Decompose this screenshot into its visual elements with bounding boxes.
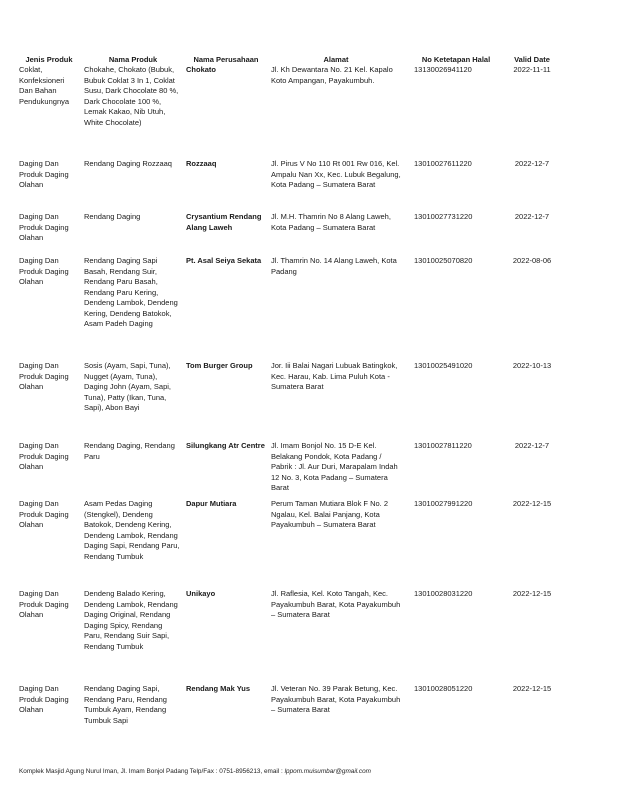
- header-alamat: Alamat: [323, 55, 349, 64]
- header-no-ketetapan-halal: No Ketetapan Halal: [421, 55, 491, 64]
- cell-nama-produk: Rendang Daging Sapi, Rendang Paru, Rendang Tumbuk Ayam, Rendang Tumbuk Sapi: [84, 684, 167, 725]
- cell-alamat: Jl. Kh Dewantara No. 21 Kel. Kapalo Koto Ampangan, Payakumbuh.: [271, 65, 393, 85]
- cell-valid-date: 2022-08-06: [512, 256, 552, 265]
- cell-jenis-produk: Daging Dan Produk Daging Olahan: [19, 684, 69, 714]
- cell-no-ketetapan: 13010028051220: [414, 684, 473, 693]
- cell-no-ketetapan: 13010025070820: [414, 256, 473, 265]
- cell-alamat: Perum Taman Mutiara Blok F No. 2 Ngalau, Kel. Balai Panjang, Kota Payakumbuh – Sumatera Barat: [271, 499, 388, 529]
- cell-valid-date: 2022-12-7: [514, 441, 550, 450]
- cell-no-ketetapan: 13010027731220: [414, 212, 473, 221]
- cell-alamat: Jl. Thamrin No. 14 Alang Laweh, Kota Padang: [271, 256, 397, 276]
- cell-nama-perusahaan: Unikayo: [186, 589, 216, 598]
- cell-alamat: Jl. M.H. Thamrin No 8 Alang Laweh, Kota Padang – Sumatera Barat: [271, 212, 391, 232]
- cell-jenis-produk: Daging Dan Produk Daging Olahan: [19, 361, 69, 391]
- footer-address: Komplek Masjid Agung Nurul Iman, Jl. Imam Bonjol Padang Telp/Fax : 0751-8956213, email :: [19, 768, 283, 775]
- cell-nama-produk: Rendang Daging Rozzaaq: [84, 159, 172, 168]
- cell-nama-produk: Dendeng Balado Kering, Dendeng Lambok, Rendang Daging Original, Rendang Daging Spicy, Rendang Paru, Rendang Suir Sapi, Rendang Tumbuk: [84, 589, 178, 651]
- cell-no-ketetapan: 13010025491020: [414, 361, 473, 370]
- cell-jenis-produk: Daging Dan Produk Daging Olahan: [19, 212, 69, 242]
- cell-valid-date: 2022-10-13: [512, 361, 552, 370]
- cell-jenis-produk: Daging Dan Produk Daging Olahan: [19, 589, 69, 619]
- cell-nama-perusahaan: Tom Burger Group: [186, 361, 253, 370]
- cell-nama-perusahaan: Dapur Mutiara: [186, 499, 237, 508]
- cell-nama-perusahaan: Crysantium Rendang Alang Laweh: [186, 212, 262, 232]
- header-nama-produk: Nama Produk: [108, 55, 158, 64]
- cell-no-ketetapan: 13010027991220: [414, 499, 473, 508]
- cell-alamat: Jl. Raflesia, Kel. Koto Tangah, Kec. Payakumbuh Barat, Kota Payakumbuh – Sumatera Barat: [271, 589, 401, 619]
- cell-nama-perusahaan: Rozzaaq: [186, 159, 217, 168]
- cell-nama-perusahaan: Silungkang Atr Centre: [186, 441, 265, 450]
- cell-nama-produk: Sosis (Ayam, Sapi, Tuna), Nugget (Ayam, Tuna), Daging John (Ayam, Sapi, Tuna), Patty (Ikan, Tuna, Sapi), Abon Bayi: [84, 361, 171, 412]
- cell-nama-perusahaan: Pt. Asal Seiya Sekata: [186, 256, 262, 265]
- cell-valid-date: 2022-12-7: [514, 159, 550, 168]
- cell-jenis-produk: Daging Dan Produk Daging Olahan: [19, 441, 69, 471]
- cell-alamat: Jl. Pirus V No 110 Rt 001 Rw 016, Kel. Ampalu Nan Xx, Kec. Lubuk Begalung, Kota Padang – Sumatera Barat: [271, 159, 401, 189]
- cell-valid-date: 2022-12-7: [514, 212, 550, 221]
- cell-jenis-produk: Daging Dan Produk Daging Olahan: [19, 159, 69, 189]
- cell-valid-date: 2022-12-15: [512, 684, 552, 693]
- header-valid-date: Valid Date: [514, 55, 550, 64]
- cell-alamat: Jl. Imam Bonjol No. 15 D-E Kel. Belakang Pondok, Kota Padang / Pabrik : Jl. Aur Duri, Marapalam Indah 12 No. 3, Kota Padang – Sumatera Barat: [271, 441, 398, 492]
- cell-alamat: Jl. Veteran No. 39 Parak Betung, Kec. Payakumbuh Barat, Kota Payakumbuh – Sumatera Barat: [271, 684, 401, 714]
- cell-no-ketetapan: 13010027811220: [414, 441, 472, 450]
- cell-jenis-produk: Daging Dan Produk Daging Olahan: [19, 499, 69, 529]
- cell-valid-date: 2022-12-15: [512, 499, 552, 508]
- cell-no-ketetapan: 13010027611220: [414, 159, 472, 168]
- cell-no-ketetapan: 13130026941120: [414, 65, 472, 74]
- cell-jenis-produk: Coklat, Konfeksioneri Dan Bahan Pendukungnya: [19, 65, 70, 106]
- page-footer: [19, 768, 371, 775]
- cell-alamat: Jor. Iii Balai Nagari Lubuak Batingkok, Kec. Harau, Kab. Lima Puluh Kota - Sumatera Barat: [271, 361, 398, 391]
- cell-nama-produk: Rendang Daging, Rendang Paru: [84, 441, 175, 461]
- cell-jenis-produk: Daging Dan Produk Daging Olahan: [19, 256, 69, 286]
- cell-no-ketetapan: 13010028031220: [414, 589, 473, 598]
- cell-valid-date: 2022-11-11: [513, 65, 551, 74]
- footer-email[interactable]: lppom.muisumbar@gmail.com: [284, 768, 372, 775]
- cell-nama-produk: Rendang Daging: [84, 212, 141, 221]
- cell-nama-produk: Rendang Daging Sapi Basah, Rendang Suir, Rendang Paru Basah, Rendang Paru Kering, Dendeng Lambok, Dendeng Kering, Dendeng Batokok, Asam Padeh Daging: [84, 256, 178, 328]
- cell-nama-produk: Chokahe, Chokato (Bubuk, Bubuk Coklat 3 In 1, Coklat Susu, Dark Chocolate 80 %, Dark Chocolate 100 %, Lemak Kakao, Nib Utuh, White Chocolate): [84, 65, 179, 127]
- header-nama-perusahaan: Nama Perusahaan: [193, 55, 259, 64]
- cell-valid-date: 2022-12-15: [512, 589, 552, 598]
- cell-nama-perusahaan: Chokato: [186, 65, 216, 74]
- cell-nama-perusahaan: Rendang Mak Yus: [186, 684, 251, 693]
- header-jenis-produk: Jenis Produk: [25, 55, 73, 64]
- cell-nama-produk: Asam Pedas Daging (Stengkel), Dendeng Batokok, Dendeng Kering, Dendeng Lambok, Rendang Daging Sapi, Rendang Paru, Rendang Tumbuk: [84, 499, 180, 561]
